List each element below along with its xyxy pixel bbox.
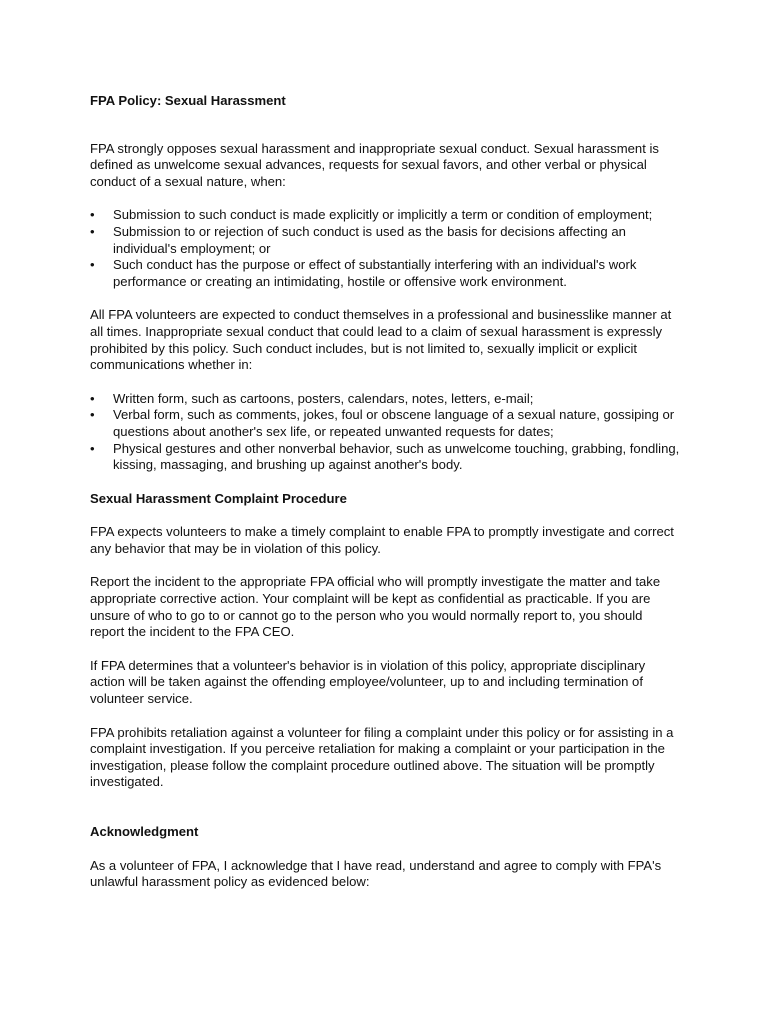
expectations-paragraph: All FPA volunteers are expected to conduct themselves in a professional and businesslike manner at all times. Inappropriate sexual conduct that could lead to a claim of sexual harassment is expressly prohibited by this policy. Such conduct includes, but is not limited to, sexually implicit or explicit communications whether in: [90,307,672,373]
complaint-procedure-heading: Sexual Harassment Complaint Procedure [90,490,347,506]
list-item: • Submission to such conduct is made explicitly or implicitly a term or condition of employment; [90,207,680,224]
document-title: FPA Policy: Sexual Harassment [90,93,286,108]
complaint-paragraph: Report the incident to the appropriate FPA official who will promptly investigate the matter and take appropriate corrective action. Your complaint will be kept as confidential as practicable. If you are unsure of who to go to or cannot go to the person who you would normally report to, you should report the incident to the FPA CEO. [90,574,661,640]
list-item: • Such conduct has the purpose or effect of substantially interfering with an individual's work performance or creating an intimidating, hostile or offensive work environment. [90,257,680,290]
forms-list [90,391,680,474]
acknowledgment-heading: Acknowledgment [90,824,199,839]
acknowledgment-paragraph: As a volunteer of FPA, I acknowledge that I have read, understand and agree to comply with FPA's unlawful harassment policy as evidenced below: [90,857,662,890]
complaint-paragraph: If FPA determines that a volunteer's behavior is in violation of this policy, appropriate disciplinary action will be taken against the offending employee/volunteer, up to and including termination of volunteer service. [90,657,646,707]
intro-paragraph: FPA strongly opposes sexual harassment and inappropriate sexual conduct. Sexual harassment is defined as unwelcome sexual advances, requests for sexual favors, and other verbal or physical conduct of a sexual nature, when: [90,140,659,189]
complaint-paragraph: FPA prohibits retaliation against a volunteer for filing a complaint under this policy or for assisting in a complaint investigation. If you perceive retaliation for making a complaint or your participation in the investigation, please follow the complaint procedure outlined above. The situation will be promptly investigated. [90,724,674,790]
document-page [90,93,680,908]
list-item: • Verbal form, such as comments, jokes, foul or obscene language of a sexual nature, gossiping or questions about another's sex life, or repeated unwanted requests for dates; [90,407,680,440]
list-item: • Written form, such as cartoons, posters, calendars, notes, letters, e-mail; [90,391,680,408]
conditions-list [90,207,680,290]
complaint-paragraph: FPA expects volunteers to make a timely complaint to enable FPA to promptly investigate and correct any behavior that may be in violation of this policy. [90,524,674,556]
list-item: • Submission to or rejection of such conduct is used as the basis for decisions affecting an individual's employment; or [90,224,680,257]
list-item: • Physical gestures and other nonverbal behavior, such as unwelcome touching, grabbing, fondling, kissing, massaging, and brushing up against another's body. [90,441,680,474]
